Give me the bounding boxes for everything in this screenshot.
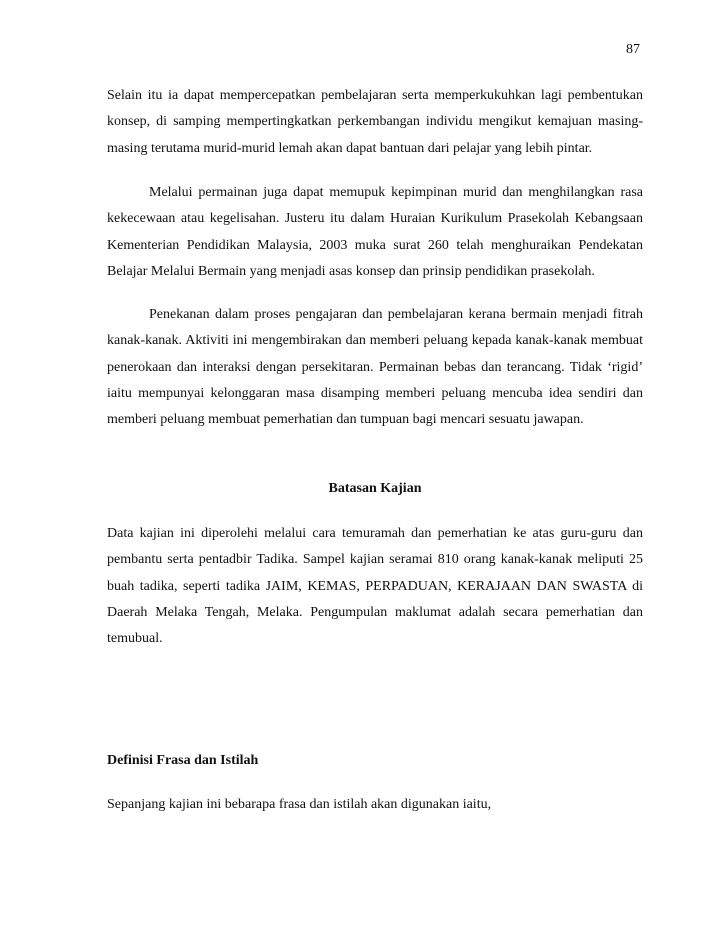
paragraph-data-kajian: Data kajian ini diperolehi melalui cara temuramah dan pemerhatian ke atas guru-guru dan pembantu serta pentadbir Tadika. Sampel kajian seramai 810 orang kanak-kanak meliputi 25 buah tadika, seperti tadika JAIM, KEMAS, PERPADUAN, KERAJAAN DAN SWASTA di Daerah Melaka Tengah, Melaka. Pengumpulan maklumat adalah secara pemerhatian dan temubual. xyxy=(107,526,643,647)
paragraph-sepanjang-kajian: Sepanjang kajian ini bebarapa frasa dan istilah akan digunakan iaitu, xyxy=(107,797,492,812)
paragraph-penekanan: Penekanan dalam proses pengajaran dan pembelajaran kerana bermain menjadi fitrah kanak-kanak. Aktiviti ini mengembirakan dan memberi peluang kepada kanak-kanak membuat penerokaan dan interaksi dengan persekitaran. Permainan bebas dan terancang. Tidak ‘rigid’ iaitu mempunyai kelonggaran masa disamping memberi peluang mencuba idea sendiri dan memberi peluang membuat pemerhatian dan tumpuan bagi mencari sesuatu jawapan. xyxy=(107,307,643,428)
heading-batasan-kajian: Batasan Kajian xyxy=(328,481,422,496)
heading-definisi-frasa: Definisi Frasa dan Istilah xyxy=(107,753,259,768)
page-number: 87 xyxy=(626,42,640,57)
paragraph-permainan: Melalui permainan juga dapat memupuk kepimpinan murid dan menghilangkan rasa kekecewaan atau kegelisahan. Justeru itu dalam Huraian Kurikulum Prasekolah Kebangsaan Kementerian Pendidikan Malaysia, 2003 muka surat 260 telah menghuraikan Pendekatan Belajar Melalui Bermain yang menjadi asas konsep dan prinsip pendidikan prasekolah. xyxy=(107,185,643,279)
paragraph-intro: Selain itu ia dapat mempercepatkan pembelajaran serta memperkukuhkan lagi pembentukan konsep, di samping mempertingkatkan perkembangan individu mengikut kemajuan masing-masing terutama murid-murid lemah akan dapat bantuan dari pelajar yang lebih pintar. xyxy=(107,88,643,156)
